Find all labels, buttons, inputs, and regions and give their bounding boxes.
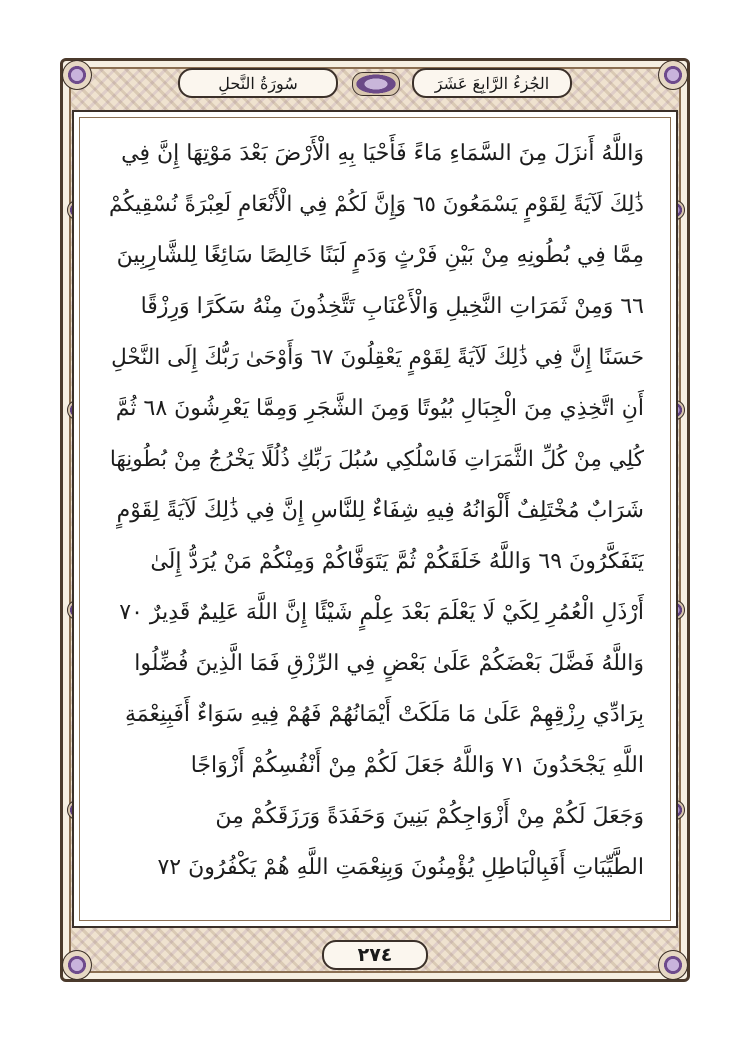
juz-title-cartouche [412,68,572,98]
verse-line-8: شَرَابٌ مُخْتَلِفٌ أَلْوَانُهُ فِيهِ شِفَاءٌ لِلنَّاسِ إِنَّ فِي ذَٰلِكَ لَآيَةً لِقَوْمٍ [116,498,644,523]
corner-rosette-bottom-left [62,950,92,980]
corner-rosette-top-right [658,60,688,90]
verses-text-block [106,128,644,893]
juz-title: الجُزءُ الرَّابِعَ عَشَرَ [434,73,550,93]
corner-rosette-bottom-right [658,950,688,980]
verse-line-1: وَاللَّهُ أَنزَلَ مِنَ السَّمَاءِ مَاءً فَأَحْيَا بِهِ الْأَرْضَ بَعْدَ مَوْتِهَا إِنَّ فِي [121,141,644,166]
page-number: ٢٧٤ [357,944,393,966]
verse-line-7: كُلِي مِنْ كُلِّ الثَّمَرَاتِ فَاسْلُكِي سُبُلَ رَبِّكِ ذُلُلًا يَخْرُجُ مِنْ بُطُونِهَا [109,447,644,472]
verse-line-4: ٦٦ وَمِنْ ثَمَرَاتِ النَّخِيلِ وَالْأَعْنَابِ تَتَّخِذُونَ مِنْهُ سَكَرًا وَرِزْقًا [140,294,644,319]
verse-line-5: حَسَنًا إِنَّ فِي ذَٰلِكَ لَآيَةً لِقَوْمٍ يَعْقِلُونَ ٦٧ وَأَوْحَىٰ رَبُّكَ إِلَى النَّحْلِ [111,345,644,370]
verse-line-12: بِرَادِّي رِزْقِهِمْ عَلَىٰ مَا مَلَكَتْ أَيْمَانُهُمْ فَهُمْ فِيهِ سَوَاءٌ أَفَبِنِعْمَةِ [124,702,644,727]
surah-title: سُورَةُ النَّحلِ [218,73,298,93]
verse-line-2: ذَٰلِكَ لَآيَةً لِقَوْمٍ يَسْمَعُونَ ٦٥ وَإِنَّ لَكُمْ فِي الْأَنْعَامِ لَعِبْرَةً نُسْقِيكُمْ [109,192,644,217]
surah-title-cartouche [178,68,338,98]
verse-line-14: وَجَعَلَ لَكُمْ مِنْ أَزْوَاجِكُمْ بَنِينَ وَحَفَدَةً وَرَزَقَكُمْ مِنَ [215,804,644,829]
verse-line-9: يَتَفَكَّرُونَ ٦٩ وَاللَّهُ خَلَقَكُمْ ثُمَّ يَتَوَفَّاكُمْ وَمِنْكُمْ مَنْ يُرَدُّ إِلَىٰ [150,549,644,574]
verse-line-10: أَرْذَلِ الْعُمُرِ لِكَيْ لَا يَعْلَمَ بَعْدَ عِلْمٍ شَيْئًا إِنَّ اللَّهَ عَلِيمٌ قَدِيرٌ ٧٠ [119,600,644,625]
verse-line-3: مِمَّا فِي بُطُونِهِ مِنْ بَيْنِ فَرْثٍ وَدَمٍ لَبَنًا خَالِصًا سَائِغًا لِلشَّارِبِينَ [116,243,644,268]
verse-line-13: اللَّهِ يَجْحَدُونَ ٧١ وَاللَّهُ جَعَلَ لَكُمْ مِنْ أَنْفُسِكُمْ أَزْوَاجًا [190,753,644,778]
verse-line-11: وَاللَّهُ فَضَّلَ بَعْضَكُمْ عَلَىٰ بَعْضٍ فِي الرِّزْقِ فَمَا الَّذِينَ فُضِّلُوا [134,651,644,676]
verse-line-15: الطَّيِّبَاتِ أَفَبِالْبَاطِلِ يُؤْمِنُونَ وَبِنِعْمَتِ اللَّهِ هُمْ يَكْفُرُونَ ٧٢ [157,855,644,880]
header-center-ornament [352,72,400,96]
corner-rosette-top-left [62,60,92,90]
verse-line-6: أَنِ اتَّخِذِي مِنَ الْجِبَالِ بُيُوتًا وَمِنَ الشَّجَرِ وَمِمَّا يَعْرِشُونَ ٦٨ ثُمَّ [115,396,644,421]
page-number-cartouche [322,940,428,970]
